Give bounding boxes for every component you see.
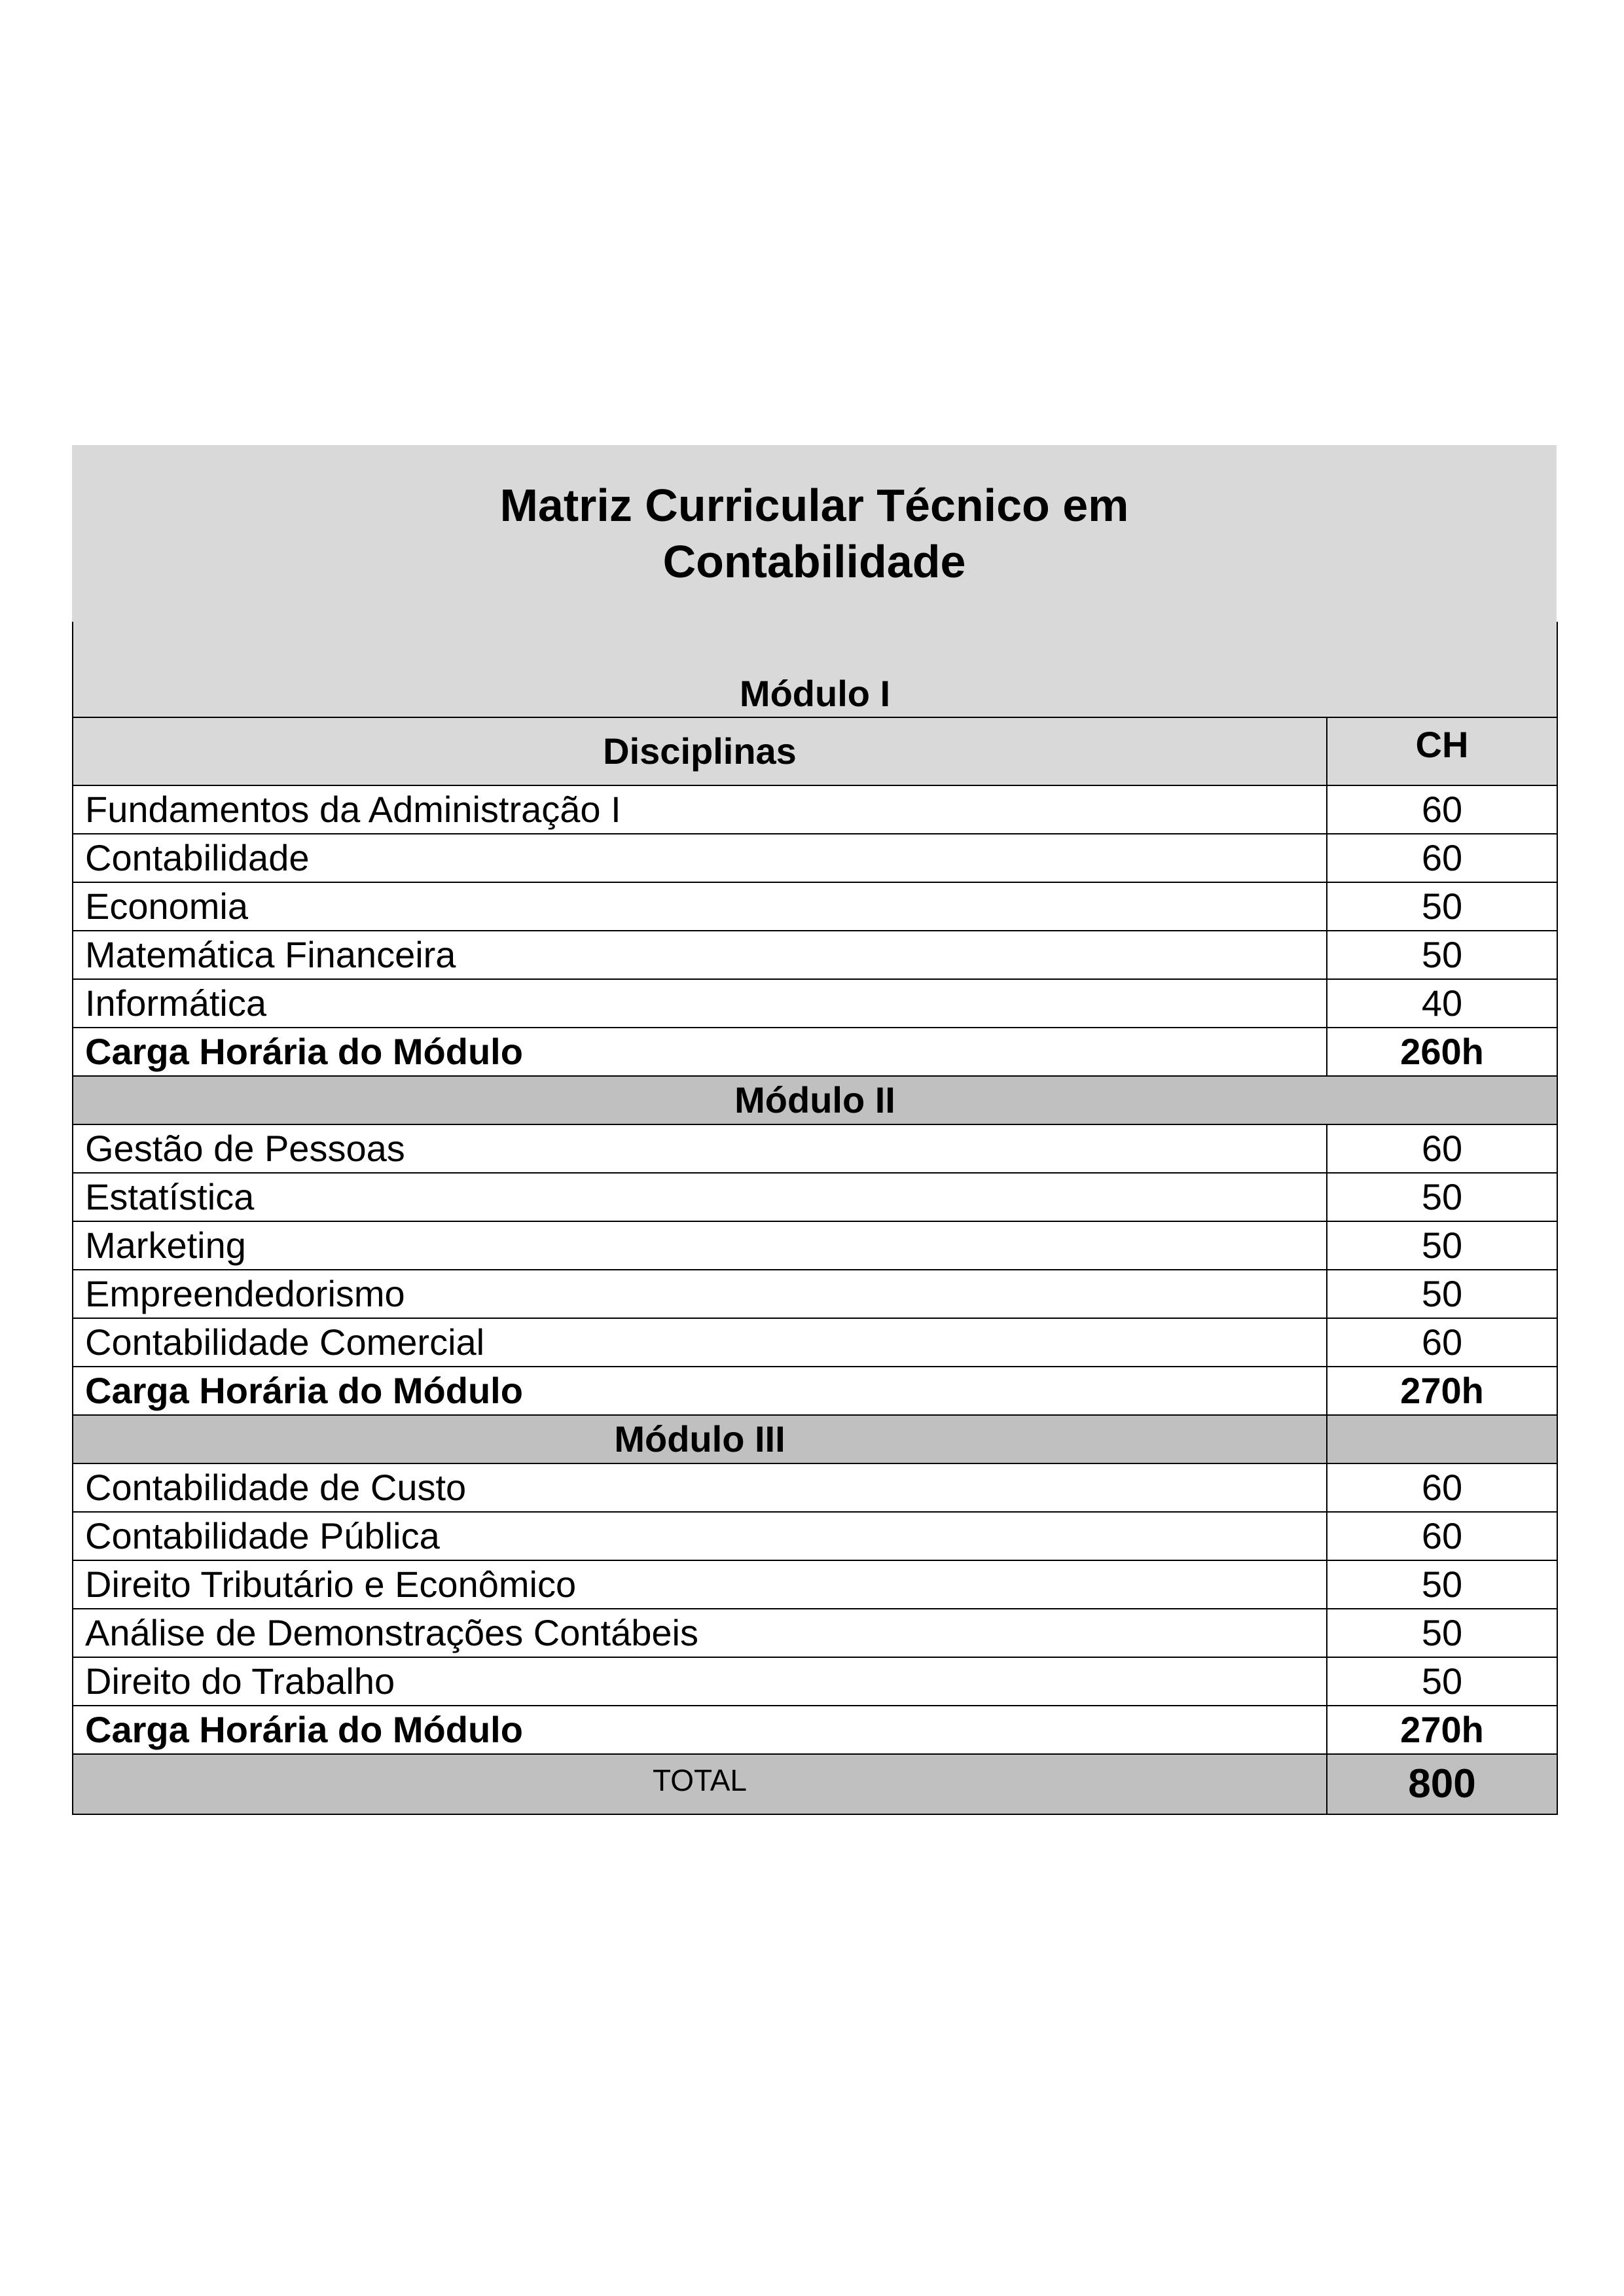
discipline-name: Direito Tributário e Econômico [73,1560,1327,1609]
curriculum-table [72,622,1558,1815]
subtotal-value: 270h [1327,1367,1557,1415]
discipline-name: Estatística [73,1173,1327,1221]
table-row [73,882,1557,931]
discipline-name: Análise de Demonstrações Contábeis [73,1609,1327,1657]
discipline-name: Marketing [73,1221,1327,1270]
subtotal-label: Carga Horária do Módulo [73,1367,1327,1415]
curriculum-document [72,445,1557,1815]
discipline-hours: 40 [1327,979,1557,1028]
discipline-name: Direito do Trabalho [73,1657,1327,1706]
module-heading: Módulo III [73,1415,1327,1463]
table-row [73,785,1557,834]
discipline-name: Contabilidade Comercial [73,1318,1327,1367]
subtotal-label: Carga Horária do Módulo [73,1028,1327,1076]
table-row [73,979,1557,1028]
total-label: TOTAL [73,1754,1327,1814]
discipline-hours: 50 [1327,1270,1557,1318]
module-subtotal-row [73,1706,1557,1754]
document-title-line-1: Matriz Curricular Técnico em [499,480,1129,531]
table-row [73,834,1557,882]
total-value: 800 [1327,1754,1557,1814]
subtotal-value: 270h [1327,1706,1557,1754]
module-heading-empty-cell [1327,1415,1557,1463]
title-block [72,445,1557,622]
discipline-hours: 50 [1327,1221,1557,1270]
table-row [73,1173,1557,1221]
module-heading-row [73,1415,1557,1463]
discipline-hours: 50 [1327,1609,1557,1657]
table-row [73,1609,1557,1657]
discipline-hours: 50 [1327,882,1557,931]
module-subtotal-row [73,1028,1557,1076]
discipline-hours: 60 [1327,1463,1557,1512]
discipline-hours: 60 [1327,1318,1557,1367]
discipline-name: Gestão de Pessoas [73,1124,1327,1173]
discipline-name: Contabilidade [73,834,1327,882]
table-row [73,1657,1557,1706]
document-title-line-2: Contabilidade [662,536,966,587]
discipline-hours: 50 [1327,1560,1557,1609]
discipline-name: Informática [73,979,1327,1028]
module-heading-row [73,622,1557,717]
discipline-hours: 60 [1327,1512,1557,1560]
module-heading: Módulo II [73,1076,1557,1124]
header-ch: CH [1327,717,1557,785]
discipline-name: Contabilidade Pública [73,1512,1327,1560]
header-disciplines: Disciplinas [73,717,1327,785]
total-row [73,1754,1557,1814]
table-row [73,1318,1557,1367]
discipline-name: Empreendedorismo [73,1270,1327,1318]
discipline-hours: 50 [1327,1657,1557,1706]
table-row [73,1221,1557,1270]
discipline-name: Economia [73,882,1327,931]
table-row [73,1463,1557,1512]
table-row [73,1124,1557,1173]
discipline-name: Contabilidade de Custo [73,1463,1327,1512]
discipline-hours: 60 [1327,785,1557,834]
discipline-name: Fundamentos da Administração I [73,785,1327,834]
discipline-hours: 60 [1327,834,1557,882]
table-header-row [73,717,1557,785]
table-row [73,931,1557,979]
table-row [73,1270,1557,1318]
discipline-name: Matemática Financeira [73,931,1327,979]
discipline-hours: 60 [1327,1124,1557,1173]
subtotal-label: Carga Horária do Módulo [73,1706,1327,1754]
subtotal-value: 260h [1327,1028,1557,1076]
discipline-hours: 50 [1327,931,1557,979]
table-row [73,1512,1557,1560]
table-row [73,1560,1557,1609]
module-heading: Módulo I [73,622,1557,717]
discipline-hours: 50 [1327,1173,1557,1221]
module-heading-row [73,1076,1557,1124]
module-subtotal-row [73,1367,1557,1415]
